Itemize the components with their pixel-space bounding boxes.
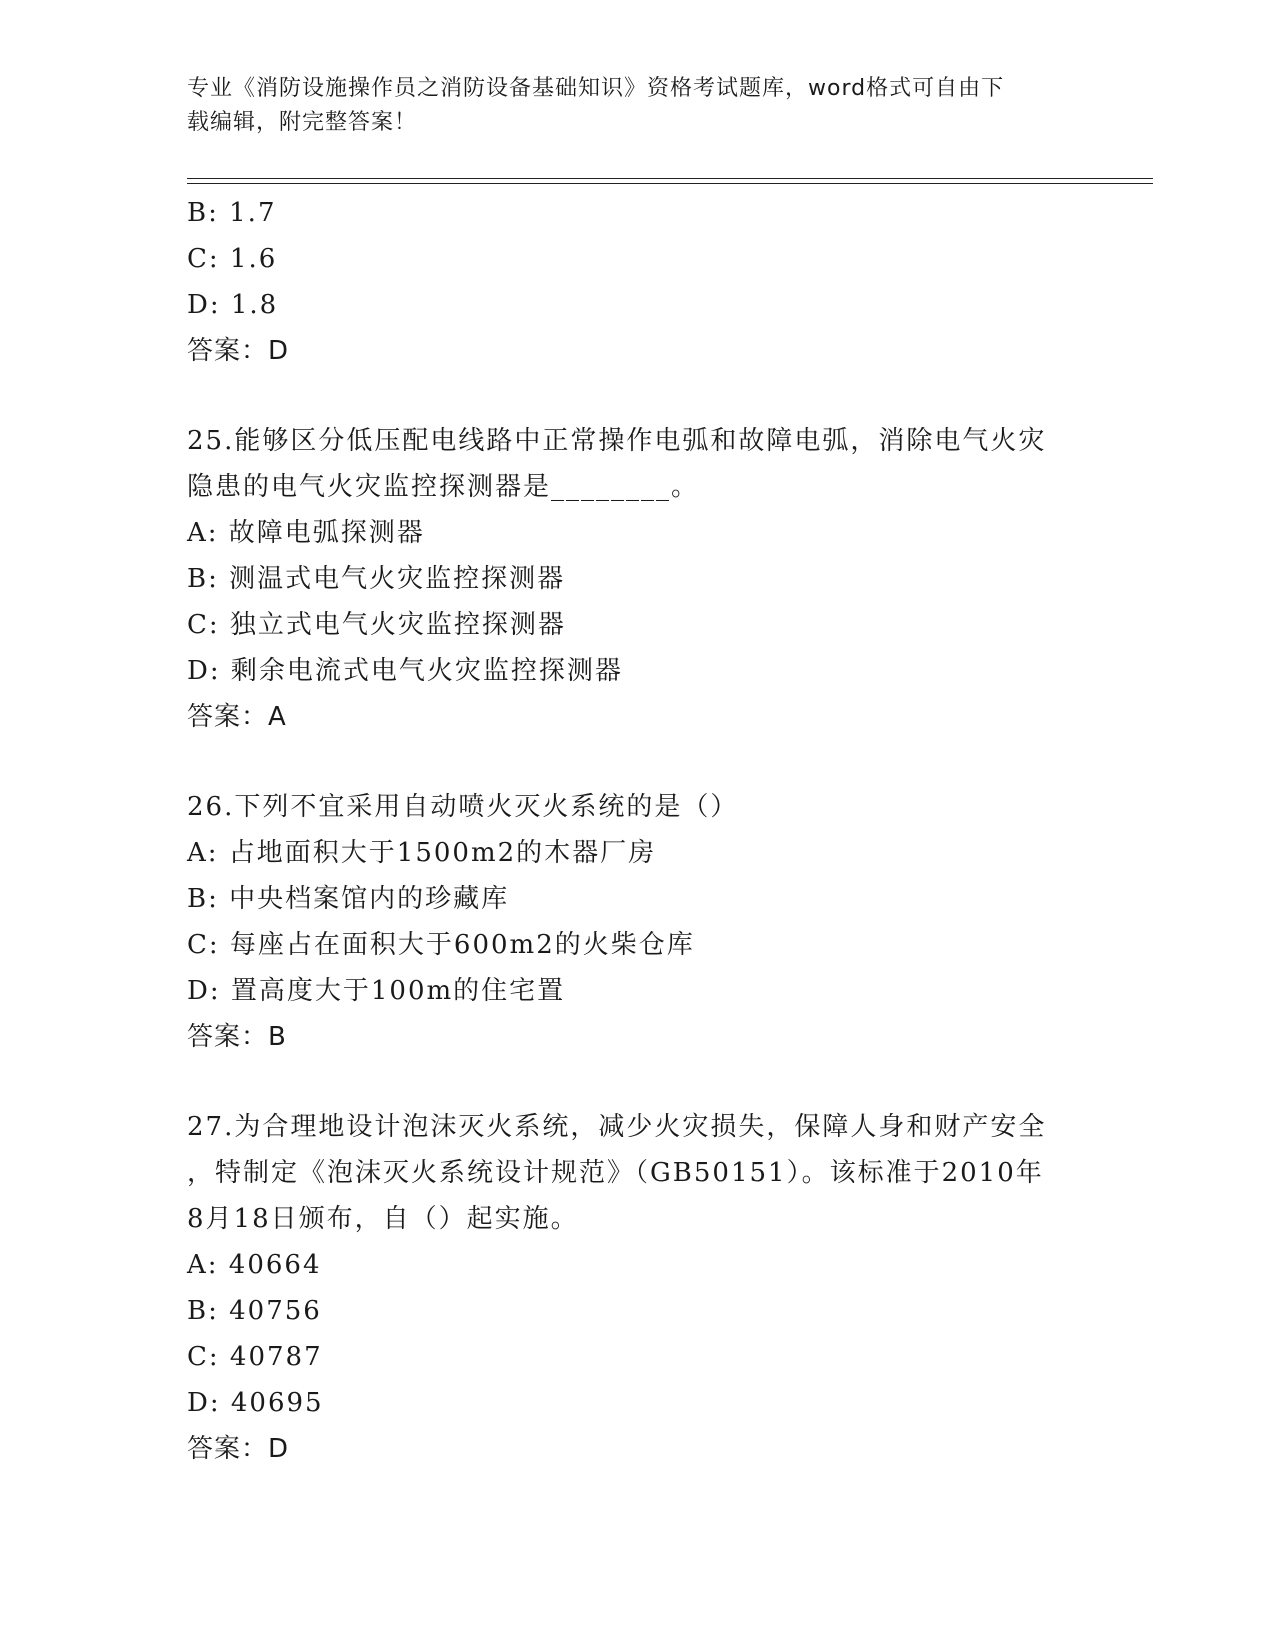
question-27 [187,1104,1087,1472]
option-d: D: 1.8 [187,290,279,320]
option-b: B: 1.7 [187,198,277,228]
spacer [187,740,1087,784]
document-header [187,72,1087,140]
question-text-line-2: 隐患的电气火灾监控探测器是________。 [187,472,700,502]
header-line-1: 专业《消防设施操作员之消防设备基础知识》资格考试题库，word格式可自由下 [187,76,1005,101]
option-d: D: 剩余电流式电气火灾监控探测器 [187,656,623,686]
option-b: B: 测温式电气火灾监控探测器 [187,564,566,594]
option-b: B: 中央档案馆内的珍藏库 [187,884,510,914]
question-list [187,190,1087,1472]
option-a: A: 40664 [187,1250,322,1280]
option-c: C: 1.6 [187,244,278,274]
answer: 答案：D [187,1434,290,1464]
answer: 答案：D [187,336,290,366]
question-26 [187,784,1087,1060]
question-text-line-1: 27.为合理地设计泡沫灭火系统，减少火灾损失，保障人身和财产安全 [187,1112,1047,1142]
option-a: A: 故障电弧探测器 [187,518,425,548]
option-d: D: 40695 [187,1388,324,1418]
option-c: C: 独立式电气火灾监控探测器 [187,610,566,640]
header-divider-bottom [187,183,1153,184]
answer: 答案：B [187,1022,287,1052]
answer: 答案：A [187,702,287,732]
spacer [187,1060,1087,1104]
option-d: D: 置高度大于100m的住宅置 [187,976,566,1006]
question-25 [187,418,1087,740]
header-divider-top [187,178,1153,179]
question-text-line-2: ，特制定《泡沫灭火系统设计规范》（GB50151）。该标准于2010年 [187,1158,1044,1188]
option-c: C: 40787 [187,1342,323,1372]
question-24 [187,190,1087,374]
option-c: C: 每座占在面积大于600m2的火柴仓库 [187,930,695,960]
spacer [187,374,1087,418]
question-text-line-3: 8月18日颁布，自（）起实施。 [187,1204,579,1234]
option-b: B: 40756 [187,1296,322,1326]
option-a: A: 占地面积大于1500m2的木器厂房 [187,838,657,868]
question-text-line-1: 25.能够区分低压配电线路中正常操作电弧和故障电弧，消除电气火灾 [187,426,1047,456]
header-line-2: 载编辑，附完整答案！ [187,110,418,135]
question-text-line-1: 26.下列不宜采用自动喷火灭火系统的是（） [187,792,739,822]
